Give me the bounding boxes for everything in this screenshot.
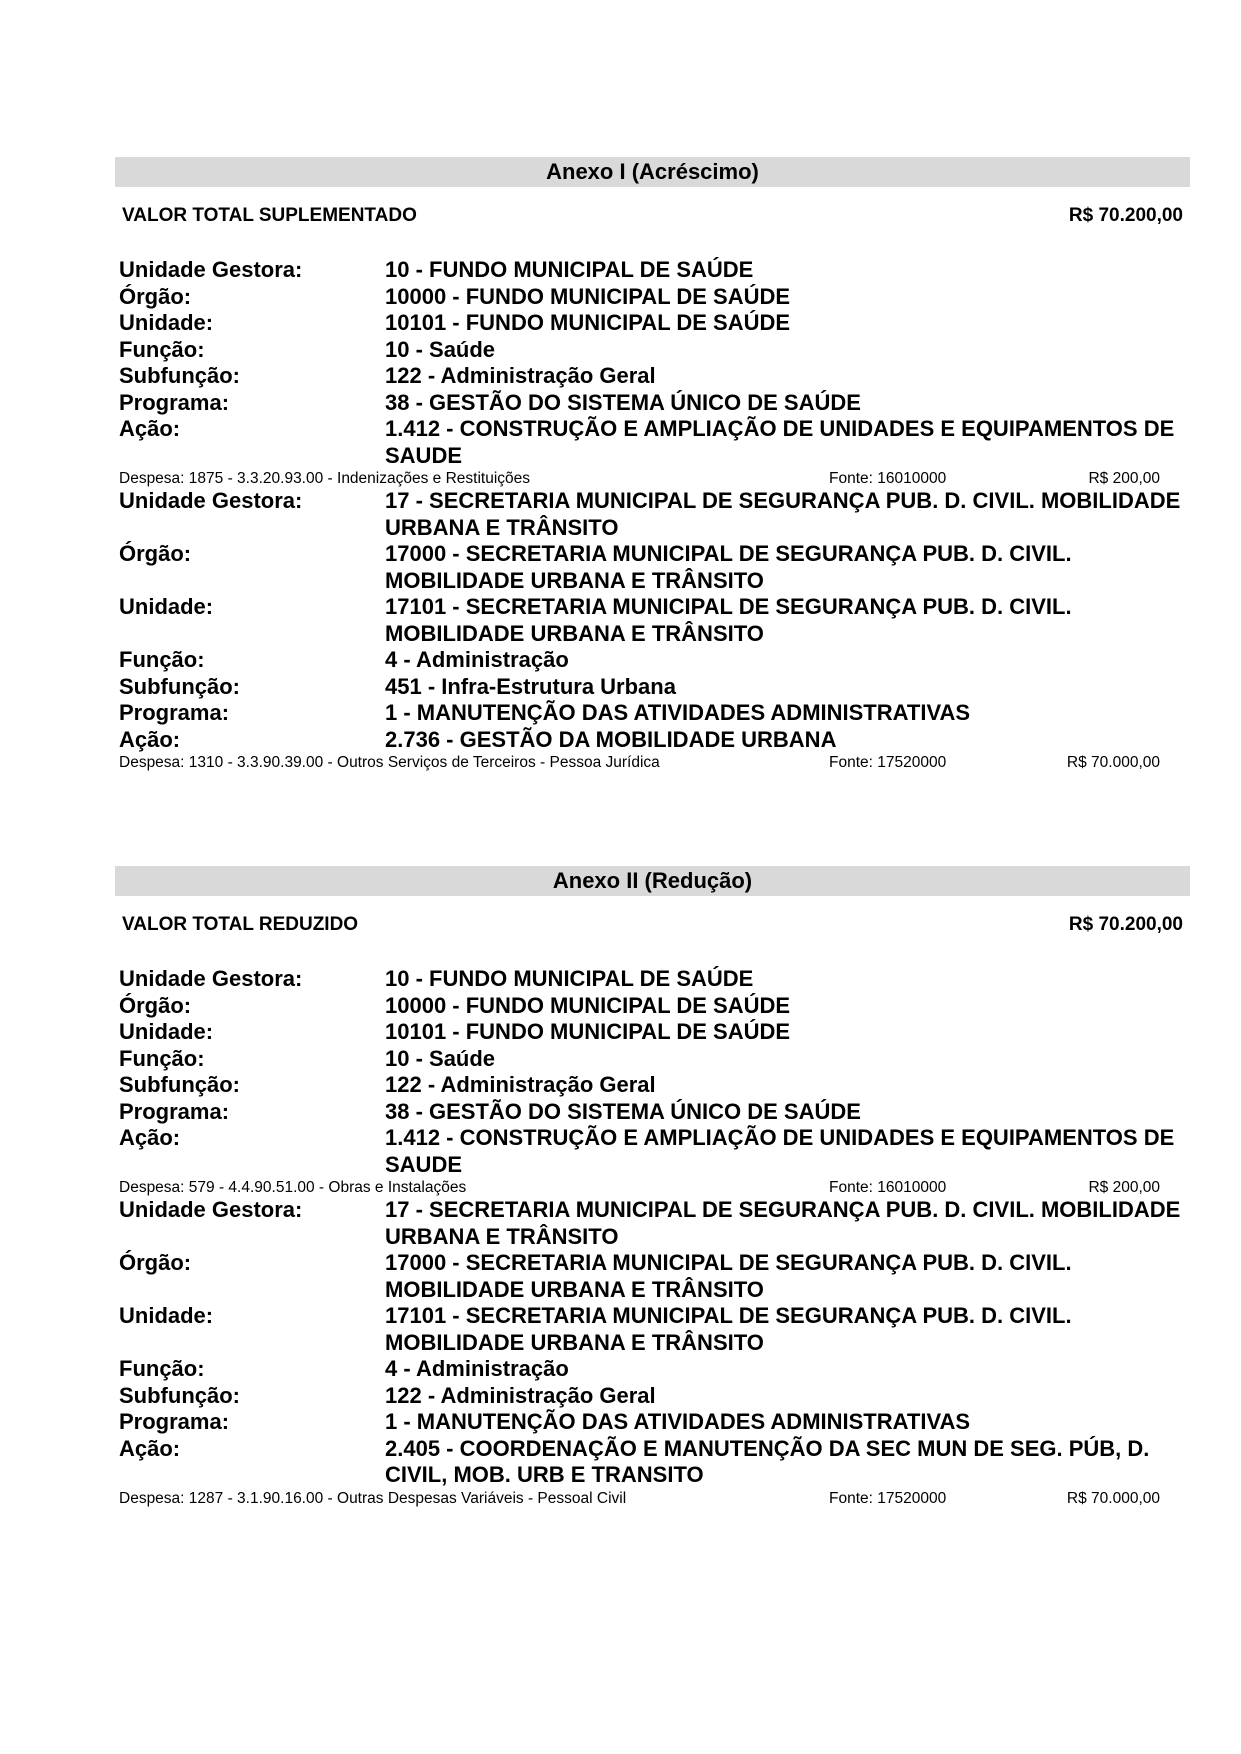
field-label: Unidade: bbox=[119, 594, 214, 619]
despesa-row bbox=[115, 1489, 1190, 1508]
total-row bbox=[115, 205, 1190, 227]
despesa-valor: R$ 70.000,00 bbox=[1066, 754, 1160, 771]
field-label: Unidade Gestora: bbox=[119, 488, 303, 513]
field-value: 38 - GESTÃO DO SISTEMA ÚNICO DE SAÚDE bbox=[385, 389, 861, 415]
field-value: 10 - Saúde bbox=[385, 1045, 496, 1071]
field-row bbox=[115, 727, 1190, 754]
field-label: Subfunção: bbox=[119, 673, 240, 699]
field-row bbox=[115, 1072, 1190, 1099]
field-value: 17 - SECRETARIA MUNICIPAL DE SEGURANÇA PUB. D. CIVIL. MOBILIDADE URBANA E TRÂNSITO bbox=[385, 488, 1181, 540]
despesa-row bbox=[115, 469, 1190, 488]
field-row bbox=[115, 966, 1190, 993]
field-value: 1 - MANUTENÇÃO DAS ATIVIDADES ADMINISTRATIVAS bbox=[385, 1409, 971, 1434]
annex-reducao bbox=[115, 866, 1190, 1508]
field-row bbox=[115, 1409, 1190, 1436]
total-label: VALOR TOTAL SUPLEMENTADO bbox=[122, 205, 417, 226]
field-value: 17101 - SECRETARIA MUNICIPAL DE SEGURANÇA PUB. D. CIVIL. MOBILIDADE URBANA E TRÂNSITO bbox=[385, 1303, 1072, 1355]
despesa-text: Despesa: 1310 - 3.3.90.39.00 - Outros Serviços de Terceiros - Pessoa Jurídica bbox=[119, 754, 660, 771]
despesa-row bbox=[115, 753, 1190, 772]
field-value: 10 - Saúde bbox=[385, 336, 496, 362]
field-row bbox=[115, 337, 1190, 364]
field-row bbox=[115, 1303, 1190, 1356]
field-value: 10101 - FUNDO MUNICIPAL DE SAÚDE bbox=[385, 1019, 791, 1044]
field-label: Subfunção: bbox=[119, 363, 240, 388]
field-label: Órgão: bbox=[119, 992, 192, 1018]
field-value: 451 - Infra-Estrutura Urbana bbox=[385, 673, 676, 699]
field-row bbox=[115, 284, 1190, 311]
field-label: Função: bbox=[119, 647, 205, 672]
annex-title: Anexo I (Acréscimo) bbox=[115, 157, 1190, 187]
field-row bbox=[115, 1383, 1190, 1410]
field-value: 17101 - SECRETARIA MUNICIPAL DE SEGURANÇA PUB. D. CIVIL. MOBILIDADE URBANA E TRÂNSITO bbox=[385, 594, 1072, 646]
field-label: Programa: bbox=[119, 700, 230, 725]
field-row bbox=[115, 257, 1190, 284]
field-row bbox=[115, 1125, 1190, 1178]
field-row bbox=[115, 594, 1190, 647]
despesa-text: Despesa: 1287 - 3.1.90.16.00 - Outras Despesas Variáveis - Pessoal Civil bbox=[119, 1489, 627, 1507]
field-label: Unidade Gestora: bbox=[119, 1197, 303, 1222]
field-value: 17000 - SECRETARIA MUNICIPAL DE SEGURANÇA PUB. D. CIVIL. MOBILIDADE URBANA E TRÂNSITO bbox=[385, 541, 1072, 593]
field-value: 38 - GESTÃO DO SISTEMA ÚNICO DE SAÚDE bbox=[385, 1098, 861, 1124]
field-value: 10000 - FUNDO MUNICIPAL DE SAÚDE bbox=[385, 992, 791, 1018]
field-value: 122 - Administração Geral bbox=[385, 1382, 656, 1408]
annex-acrescimo bbox=[115, 157, 1190, 772]
field-label: Unidade Gestora: bbox=[119, 966, 303, 991]
total-value: R$ 70.200,00 bbox=[1068, 914, 1183, 935]
despesa-fonte: Fonte: 16010000 bbox=[829, 1179, 947, 1196]
field-value: 4 - Administração bbox=[385, 647, 569, 672]
field-label: Unidade Gestora: bbox=[119, 257, 303, 282]
field-label: Unidade: bbox=[119, 1303, 214, 1328]
field-label: Órgão: bbox=[119, 1250, 192, 1275]
field-label: Função: bbox=[119, 1356, 205, 1381]
despesa-row bbox=[115, 1178, 1190, 1197]
field-row bbox=[115, 310, 1190, 337]
despesa-fonte: Fonte: 17520000 bbox=[829, 1489, 947, 1507]
despesa-fonte: Fonte: 17520000 bbox=[829, 754, 947, 771]
field-label: Subfunção: bbox=[119, 1382, 240, 1408]
field-row bbox=[115, 1356, 1190, 1383]
field-value: 10 - FUNDO MUNICIPAL DE SAÚDE bbox=[385, 257, 754, 282]
field-label: Função: bbox=[119, 336, 205, 362]
total-value: R$ 70.200,00 bbox=[1068, 205, 1183, 226]
field-value: 17 - SECRETARIA MUNICIPAL DE SEGURANÇA PUB. D. CIVIL. MOBILIDADE URBANA E TRÂNSITO bbox=[385, 1197, 1181, 1249]
field-row bbox=[115, 1046, 1190, 1073]
field-row bbox=[115, 647, 1190, 674]
field-value: 10000 - FUNDO MUNICIPAL DE SAÚDE bbox=[385, 283, 791, 309]
despesa-text: Despesa: 1875 - 3.3.20.93.00 - Indenizações e Restituições bbox=[119, 470, 531, 487]
despesa-text: Despesa: 579 - 4.4.90.51.00 - Obras e Instalações bbox=[119, 1179, 467, 1196]
field-value: 1.412 - CONSTRUÇÃO E AMPLIAÇÃO DE UNIDADES E EQUIPAMENTOS DE SAUDE bbox=[385, 1125, 1175, 1177]
total-label: VALOR TOTAL REDUZIDO bbox=[122, 914, 359, 935]
field-row bbox=[115, 541, 1190, 594]
field-label: Programa: bbox=[119, 1098, 230, 1124]
field-row bbox=[115, 363, 1190, 390]
despesa-valor: R$ 200,00 bbox=[1088, 1179, 1160, 1196]
field-row bbox=[115, 1250, 1190, 1303]
field-label: Unidade: bbox=[119, 1019, 214, 1044]
field-row bbox=[115, 390, 1190, 417]
field-row bbox=[115, 1099, 1190, 1126]
field-label: Ação: bbox=[119, 1435, 181, 1461]
field-value: 122 - Administração Geral bbox=[385, 1072, 656, 1097]
field-value: 2.736 - GESTÃO DA MOBILIDADE URBANA bbox=[385, 726, 837, 752]
field-row bbox=[115, 700, 1190, 727]
field-value: 17000 - SECRETARIA MUNICIPAL DE SEGURANÇA PUB. D. CIVIL. MOBILIDADE URBANA E TRÂNSITO bbox=[385, 1250, 1072, 1302]
field-value: 1.412 - CONSTRUÇÃO E AMPLIAÇÃO DE UNIDADES E EQUIPAMENTOS DE SAUDE bbox=[385, 416, 1175, 468]
field-value: 10 - FUNDO MUNICIPAL DE SAÚDE bbox=[385, 966, 754, 991]
budget-block bbox=[115, 488, 1190, 772]
field-label: Ação: bbox=[119, 726, 181, 752]
field-row bbox=[115, 1197, 1190, 1250]
field-row bbox=[115, 993, 1190, 1020]
field-label: Programa: bbox=[119, 1409, 230, 1434]
total-row bbox=[115, 914, 1190, 936]
field-label: Função: bbox=[119, 1045, 205, 1071]
field-row bbox=[115, 1019, 1190, 1046]
budget-block bbox=[115, 966, 1190, 1197]
field-value: 122 - Administração Geral bbox=[385, 363, 656, 388]
field-label: Ação: bbox=[119, 1125, 181, 1150]
despesa-valor: R$ 70.000,00 bbox=[1066, 1489, 1160, 1507]
field-row bbox=[115, 674, 1190, 701]
field-label: Programa: bbox=[119, 389, 230, 415]
budget-block bbox=[115, 257, 1190, 488]
field-row bbox=[115, 416, 1190, 469]
field-value: 2.405 - COORDENAÇÃO E MANUTENÇÃO DA SEC MUN DE SEG. PÚB, D. CIVIL, MOB. URB E TRANSITO bbox=[385, 1435, 1150, 1487]
field-label: Unidade: bbox=[119, 310, 214, 335]
field-row bbox=[115, 488, 1190, 541]
field-label: Ação: bbox=[119, 416, 181, 441]
field-value: 4 - Administração bbox=[385, 1356, 569, 1381]
despesa-valor: R$ 200,00 bbox=[1088, 470, 1160, 487]
field-label: Órgão: bbox=[119, 283, 192, 309]
field-row bbox=[115, 1436, 1190, 1489]
field-label: Órgão: bbox=[119, 541, 192, 566]
field-value: 1 - MANUTENÇÃO DAS ATIVIDADES ADMINISTRATIVAS bbox=[385, 700, 971, 725]
annex-title: Anexo II (Redução) bbox=[115, 866, 1190, 896]
field-value: 10101 - FUNDO MUNICIPAL DE SAÚDE bbox=[385, 310, 791, 335]
field-label: Subfunção: bbox=[119, 1072, 240, 1097]
budget-block bbox=[115, 1197, 1190, 1508]
despesa-fonte: Fonte: 16010000 bbox=[829, 470, 947, 487]
